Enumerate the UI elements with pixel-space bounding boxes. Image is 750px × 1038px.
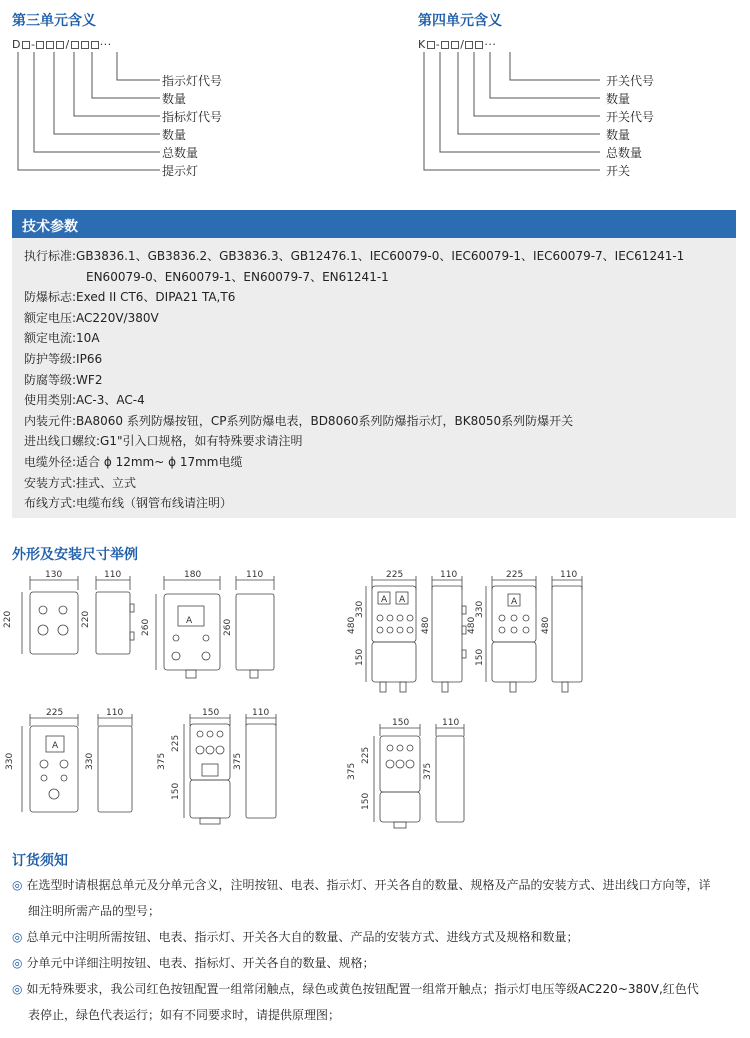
dim-label: 150: [361, 792, 371, 810]
tech-value: AC220V/380V: [76, 310, 159, 325]
legend-item: 指标灯代号: [162, 110, 223, 124]
code-box: [451, 41, 459, 49]
code-box: [36, 41, 44, 49]
enclosure-b-side: [236, 594, 274, 670]
dim-label: 110: [560, 570, 578, 580]
meter-label: A: [52, 741, 59, 751]
tech-row: [24, 349, 724, 370]
tech-row: [24, 308, 724, 329]
dim-label: 110: [442, 718, 460, 728]
dim-label: 110: [246, 570, 264, 580]
tech-row: [24, 411, 724, 432]
tech-value: WF2: [76, 372, 103, 387]
code-box: [71, 41, 79, 49]
dimension-drawings: [0, 570, 750, 840]
order-text: 总单元中注明所需按钮、电表、指示灯、开关各大自的数量、产品的安装方式、进线方式及规格和数量；: [26, 930, 579, 944]
tech-row: [24, 473, 724, 494]
meter-label: A: [511, 597, 518, 607]
dim-label: 480: [541, 616, 551, 634]
tech-header: 技术参数: [12, 210, 736, 238]
dim-label: 110: [252, 708, 270, 718]
code-ellipsis: ···: [484, 38, 497, 51]
tech-row: [24, 246, 724, 267]
code-box: [441, 41, 449, 49]
dim-label: 330: [355, 600, 365, 618]
order-item: [12, 1002, 742, 1028]
legend-item: 指示灯代号: [162, 74, 223, 88]
order-item: [12, 950, 742, 976]
legend-item: 总数量: [162, 146, 199, 160]
tech-value: IP66: [76, 351, 103, 366]
tech-label: 内装元件:: [24, 413, 77, 428]
order-item: [12, 976, 742, 1002]
tech-value: 适合 ϕ 12mm~ ϕ 17mm电缆: [76, 454, 243, 469]
tech-body: [12, 238, 736, 518]
code-box: [46, 41, 54, 49]
tech-value: AC-3、AC-4: [76, 393, 145, 408]
unit3-title: 第三单元含义: [12, 13, 96, 29]
legend-item: 数量: [162, 92, 187, 106]
code-slash: /: [65, 38, 70, 51]
dim-label: 150: [355, 648, 365, 666]
tech-label: 使用类别:: [24, 393, 77, 408]
dim-label: 150: [171, 782, 181, 800]
enclosure-b-front: [164, 594, 220, 670]
order-text: 在选型时请根据总单元及分单元含义，注明按钮、电表、指示灯、开关各自的数量、规格及产品的安装方式、进出线口方向等，详: [26, 878, 711, 892]
code-dash: -: [435, 38, 441, 51]
dim-label: 480: [347, 616, 357, 634]
tech-label: 额定电压:: [24, 310, 77, 325]
dim-label: 220: [81, 610, 91, 628]
dim-label: 110: [104, 570, 122, 580]
tech-row: [24, 328, 724, 349]
dim-label: 225: [506, 570, 524, 580]
dim-label: 375: [157, 752, 167, 770]
legend-item: 开关: [606, 164, 631, 178]
order-item: [12, 924, 742, 950]
unit4-leader-lines: [418, 50, 608, 180]
unit3-code-prefix: D: [12, 38, 21, 51]
code-dash: -: [30, 38, 36, 51]
tech-value: GB3836.1、GB3836.2、GB3836.3、GB12476.1、IEC60079-0、IEC60079-1、IEC60079-7、IEC61241-1: [76, 249, 685, 263]
code-box: [427, 41, 435, 49]
legend-item: 数量: [606, 92, 631, 106]
unit4-code-prefix: K: [418, 38, 426, 51]
unit4-legend: [606, 72, 654, 180]
dim-label: 150: [475, 648, 485, 666]
tech-value: 挂式、立式: [76, 475, 137, 490]
dim-label: 260: [141, 618, 151, 636]
unit4-title: 第四单元含义: [418, 13, 502, 29]
dim-label: 330: [85, 752, 95, 770]
order-item: [12, 872, 742, 898]
enclosure-c-side: [432, 586, 462, 682]
code-box: [91, 41, 99, 49]
legend-item: 提示灯: [162, 164, 199, 178]
tech-label: 执行标准:: [24, 249, 77, 263]
legend-item: 开关代号: [606, 110, 655, 124]
dim-label: 150: [392, 718, 410, 728]
dim-label: 330: [5, 752, 15, 770]
enclosure-f-side: [246, 724, 276, 818]
order-text: 分单元中详细注明按钮、电表、指标灯、开关各自的数量、规格；: [26, 956, 375, 970]
tech-row: [24, 287, 724, 308]
meter-label: A: [186, 616, 193, 626]
order-text: 如无特殊要求，我公司红色按钮配置一组常闭触点，绿色或黄色按钮配置一组常开触点；指示灯电压等级AC220~380V,红色代: [26, 982, 699, 996]
dim-label: 225: [46, 708, 64, 718]
bullet-icon: ◎: [12, 982, 23, 996]
unit3-legend: [162, 72, 222, 180]
order-text: 细注明所需产品的型号；: [28, 904, 161, 918]
code-box: [22, 41, 30, 49]
tech-row: [24, 431, 724, 452]
tech-value: G1"引入口规格，如有特殊要求请注明: [100, 434, 303, 449]
enclosure-e-side: [98, 726, 132, 812]
dim-label: 480: [421, 616, 431, 634]
tech-row: [24, 267, 724, 288]
dim-label: 225: [171, 734, 181, 752]
tech-label: 安装方式:: [24, 475, 77, 490]
bullet-icon: ◎: [12, 930, 23, 944]
tech-value: 10A: [76, 331, 100, 346]
dim-label: 180: [184, 570, 202, 580]
dim-label: 375: [233, 752, 243, 770]
dim-label: 130: [45, 570, 63, 580]
dim-label: 375: [347, 762, 357, 780]
tech-label: 防护等级:: [24, 351, 77, 366]
code-box: [56, 41, 64, 49]
bullet-icon: ◎: [12, 878, 23, 892]
dim-label: 375: [423, 762, 433, 780]
tech-label: 布线方式:: [24, 496, 77, 511]
order-list: [12, 872, 742, 1028]
tech-label: 进出线口螺纹:: [24, 434, 101, 449]
legend-item: 开关代号: [606, 74, 655, 88]
code-ellipsis: ···: [99, 38, 112, 51]
tech-row: [24, 493, 724, 514]
bullet-icon: ◎: [12, 956, 23, 970]
enclosure-a-front: [30, 592, 78, 654]
tech-row: [24, 390, 724, 411]
order-title: 订货须知: [12, 853, 68, 869]
enclosure-a-side: [96, 592, 130, 654]
legend-item: 总数量: [606, 146, 643, 160]
code-box: [81, 41, 89, 49]
tech-row: [24, 370, 724, 391]
meter-label: A: [399, 595, 406, 605]
dim-label: 110: [440, 570, 458, 580]
dim-label: 480: [467, 616, 477, 634]
tech-row: [24, 452, 724, 473]
dim-label: 110: [106, 708, 124, 718]
dim-label: 150: [202, 708, 220, 718]
legend-item: 数量: [606, 128, 631, 142]
enclosure-c-front: [372, 586, 416, 642]
tech-label: 防腐等级:: [24, 372, 77, 387]
enclosure-g-side: [436, 736, 464, 822]
code-box: [465, 41, 473, 49]
code-box: [475, 41, 483, 49]
unit3-leader-lines: [12, 50, 172, 180]
dim-label: 225: [361, 746, 371, 764]
tech-value: BA8060 系列防爆按钮，CP系列防爆电表，BD8060系列防爆指示灯，BK8050系列防爆开关: [76, 413, 574, 428]
order-item: [12, 898, 742, 924]
tech-label: 额定电流:: [24, 331, 77, 346]
dim-label: 330: [475, 600, 485, 618]
tech-label: 防爆标志:: [24, 290, 77, 305]
tech-label: 电缆外径:: [24, 454, 77, 469]
enclosure-d-front: [492, 586, 536, 642]
tech-value: Exed II CT6、DIPA21 TA,T6: [76, 290, 236, 305]
code-slash: /: [460, 38, 465, 51]
order-text: 表停止，绿色代表运行；如有不同要求时，请提供原理图；: [28, 1008, 341, 1022]
enclosure-d-side: [552, 586, 582, 682]
enclosure-f-front: [190, 724, 230, 780]
legend-item: 数量: [162, 128, 187, 142]
meter-label: A: [381, 595, 388, 605]
tech-value: 电缆布线（钢管布线请注明）: [76, 496, 233, 511]
dim-label: 220: [3, 610, 13, 628]
dim-label: 260: [223, 618, 233, 636]
dims-title: 外形及安装尺寸举例: [12, 547, 138, 563]
dim-label: 225: [386, 570, 404, 580]
tech-value: EN60079-0、EN60079-1、EN60079-7、EN61241-1: [86, 269, 389, 284]
